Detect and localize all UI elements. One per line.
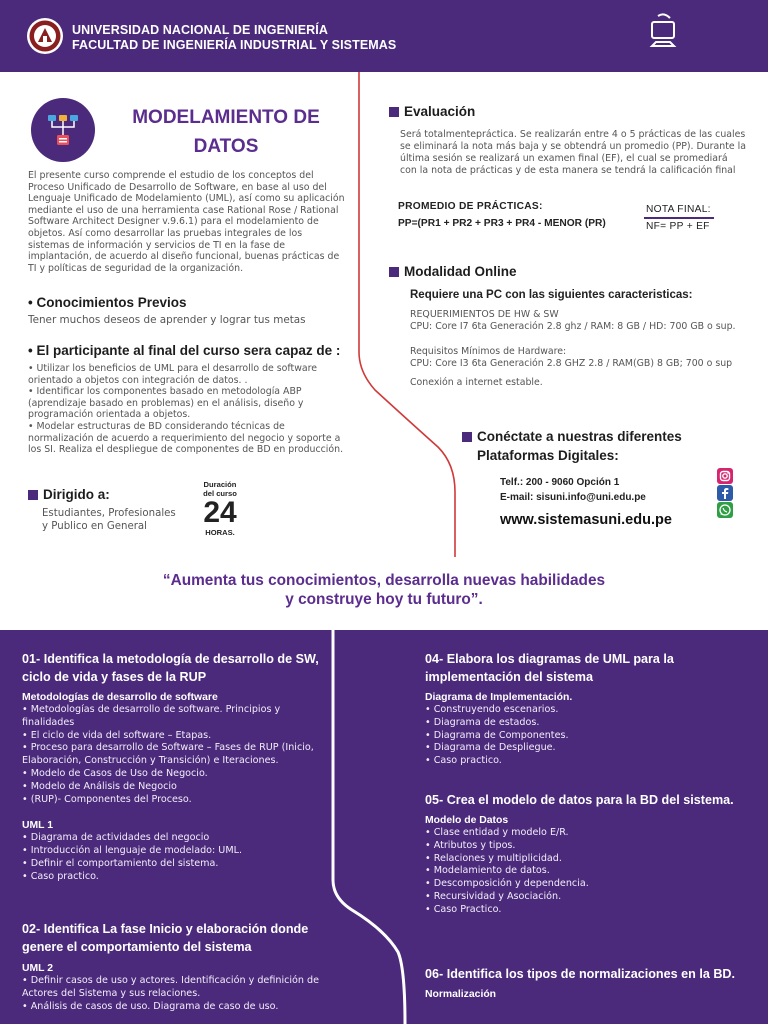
contact-details: [500, 475, 646, 505]
module-item: • Clase entidad y modelo E/R.: [425, 827, 569, 838]
square-bullet-icon: [462, 432, 472, 442]
header-bar: [0, 0, 768, 72]
university-seal-icon: [26, 16, 64, 56]
phone-text: Telf.: 200 - 9060 Opción 1: [500, 477, 620, 488]
duration-unit: HORAS.: [205, 528, 235, 537]
modality-requirement: Requiere una PC con las siguientes caracteristicas:: [410, 289, 693, 301]
module-title: 04- Elabora los diagramas de UML para la implementación del sistema: [425, 652, 674, 684]
min-spec: CPU: Core I3 6ta Generación 2.8 GHZ 2.8 / RAM(GB) 8 GB; 700 o sup: [410, 357, 733, 369]
modality-heading: [389, 264, 517, 279]
module-item: • Relaciones y multiplicidad.: [425, 852, 562, 864]
min-title: Requisitos Mínimos de Hardware:: [410, 346, 567, 357]
average-label: PROMEDIO DE PRÁCTICAS:: [398, 201, 543, 212]
module-05: [425, 791, 745, 917]
contact-heading-line: Conéctate a nuestras diferentes: [477, 429, 682, 444]
facebook-icon[interactable]: [717, 485, 733, 501]
module-item: • Proceso para desarrollo de Software – Fases de RUP (Inicio, Elaboración, Construcción y Transición) e Iteraciones.: [22, 742, 314, 767]
duration-hours: 24: [203, 496, 237, 529]
square-bullet-icon: [389, 107, 399, 117]
hw-spec: CPU: Core I7 6ta Generación 2.8 ghz / RAM: 8 GB / HD: 700 GB o sup.: [410, 320, 736, 332]
contact-heading: [462, 427, 732, 465]
module-item: • Diagrama de Componentes.: [425, 729, 569, 741]
audience-heading-label: Dirigido a:: [43, 487, 110, 502]
module-item: • Atributos y tipos.: [425, 839, 516, 851]
evaluation-heading-label: Evaluación: [404, 104, 476, 119]
duration-label: Duración: [203, 480, 237, 489]
module-item: • Introducción al lenguaje de modelado: UML.: [22, 845, 243, 857]
website-link[interactable]: www.sistemasuni.edu.pe: [500, 512, 672, 528]
module-item: • Modelamiento de datos.: [425, 865, 550, 877]
module-item: • Diagrama de actividades del negocio: [22, 832, 210, 844]
audience-line: Estudiantes, Profesionales: [42, 508, 176, 519]
final-grade-formula: NF= PP + EF: [646, 221, 710, 232]
duration-block: [196, 480, 244, 537]
outcomes-list: [28, 363, 346, 456]
hw-requirements: [410, 309, 750, 332]
fraction-line: [644, 217, 714, 219]
average-formula: PP=(PR1 + PR2 + PR3 + PR4 - MENOR (PR): [398, 218, 606, 229]
module-item: • Diagrama de estados.: [425, 716, 540, 728]
module-04: [425, 650, 745, 768]
evaluation-heading: [389, 104, 475, 119]
module-item: • Recursividad y Asociación.: [425, 890, 562, 902]
audience-line: y Publico en General: [42, 521, 147, 532]
module-06: [425, 965, 745, 1001]
square-bullet-icon: [389, 267, 399, 277]
course-description: El presente curso comprende el estudio de los conceptos del Proceso Unificado de Desarrollo de Software, en base al uso del Lenguaje Unificado de Modelamiento (UML), así como su aplicación mediante el uso de una herramienta case Rational Rose / Rational Software Architect Designer v.9.6.1) para el modelamiento de objetos. Así como desarrollar las pruebas integrales de los sistemas de información y servicios de TI en la fase de implantación, de acuerdo al diseño funcional, buenas prácticas de TI y políticas de seguridad de la organización.: [28, 170, 345, 274]
whatsapp-icon[interactable]: [717, 502, 733, 518]
module-item: • Caso Practico.: [425, 903, 502, 915]
outcome-item: • Modelar estructuras de BD considerando técnicas de normalización de acuerdo a requerimiento del negocio y soporte a los SI. Realiza el despliegue de componentes de BD en producción.: [28, 420, 344, 456]
audience-heading: [28, 487, 110, 502]
module-item: • Construyendo escenarios.: [425, 704, 559, 715]
internet-requirement: Conexión a internet estable.: [410, 377, 543, 388]
module-subtitle: UML 1: [22, 820, 53, 832]
module-item: • Modelo de Casos de Uso de Negocio.: [22, 767, 208, 779]
module-item: • Análisis de casos de uso. Diagrama de caso de uso.: [22, 1000, 279, 1012]
hw-title: REQUERIMIENTOS DE HW & SW: [410, 309, 559, 320]
course-title: MODELAMIENTO DE DATOS: [132, 107, 320, 157]
data-model-icon: [30, 97, 96, 163]
instagram-icon[interactable]: [717, 468, 733, 484]
module-title: 01- Identifica la metodología de desarrollo de SW, ciclo de vida y fases de la RUP: [22, 652, 319, 684]
module-02: [22, 920, 322, 1013]
module-item: • Caso practico.: [22, 870, 99, 882]
module-subtitle: Normalización: [425, 989, 497, 1000]
module-item: • Definir el comportamiento del sistema.: [22, 857, 219, 869]
module-item: • Modelo de Análisis de Negocio: [22, 780, 177, 792]
module-item: • Diagrama de Despliegue.: [425, 742, 556, 754]
module-title: 06- Identifica los tipos de normalizaciones en la BD.: [425, 967, 736, 981]
outcome-item: • Utilizar los beneficios de UML para el desarrollo de software orientado a objetos con integración de datos. .: [28, 363, 318, 386]
quote-line: “Aumenta tus conocimientos, desarrolla nuevas habilidades: [162, 572, 606, 589]
outcomes-heading: • El participante al final del curso sera capaz de :: [28, 343, 341, 358]
module-item: • Definir casos de uso y actores. Identificación y definición de Actores del Sistema y sus relaciones.: [22, 975, 320, 999]
modules-section: [0, 630, 768, 1024]
module-title: 05- Crea el modelo de datos para la BD del sistema.: [425, 793, 734, 807]
prerequisites-heading: • Conocimientos Previos: [28, 295, 187, 310]
university-name: [72, 23, 396, 53]
module-item: • Descomposición y dependencia.: [425, 878, 589, 890]
square-bullet-icon: [28, 490, 38, 500]
email-link[interactable]: E-mail: sisuni.info@uni.edu.pe: [500, 492, 646, 503]
modality-heading-label: Modalidad Online: [404, 264, 517, 279]
outcome-item: • Identificar los componentes basado en metodología ABP (aprendizaje basado en problemas) en el análisis, diseño y programación orientada a objetos.: [28, 386, 304, 421]
prerequisites-text: Tener muchos deseos de aprender y lograr tus metas: [28, 314, 306, 326]
final-grade-label: NOTA FINAL:: [646, 204, 711, 215]
module-item: • Metodologías de desarrollo de software. Principios y finalidades: [22, 704, 281, 728]
audience-text: [42, 507, 176, 533]
min-requirements: [410, 346, 750, 369]
duration-label: del curso: [203, 489, 237, 498]
module-01: [22, 650, 322, 884]
quote-line: y construye hoy tu futuro”.: [285, 591, 483, 608]
module-subtitle: Metodologías de desarrollo de software: [22, 692, 218, 703]
evaluation-text: Será totalmentepráctica. Se realizarán entre 4 o 5 prácticas de las cuales se eliminará la nota más baja y se obtendrá un promedio (PP). Durante la última sesión se realizará un examen final (EF), el cual se promediará con la nota de prácticas y de esta manera se tendrá la calificación final: [400, 129, 746, 176]
module-item: • Caso practico.: [425, 755, 502, 767]
module-title: 02- Identifica La fase Inicio y elaboración donde genere el comportamiento del sistema: [22, 922, 309, 954]
university-label: UNIVERSIDAD NACIONAL DE INGENIERÍA: [72, 23, 328, 37]
module-subtitle: Modelo de Datos: [425, 815, 509, 826]
sistemas-uni-logo: [648, 12, 744, 60]
module-subtitle: UML 2: [22, 963, 53, 974]
module-item: • El ciclo de vida del software – Etapas.: [22, 729, 212, 741]
module-item: • (RUP)- Componentes del Proceso.: [22, 793, 192, 805]
motivational-quote: [0, 571, 768, 609]
faculty-label: FACULTAD DE INGENIERÍA INDUSTRIAL Y SISTEMAS: [72, 38, 397, 52]
module-subtitle: Diagrama de Implementación.: [425, 692, 573, 703]
contact-heading-line: Plataformas Digitales:: [477, 448, 619, 463]
